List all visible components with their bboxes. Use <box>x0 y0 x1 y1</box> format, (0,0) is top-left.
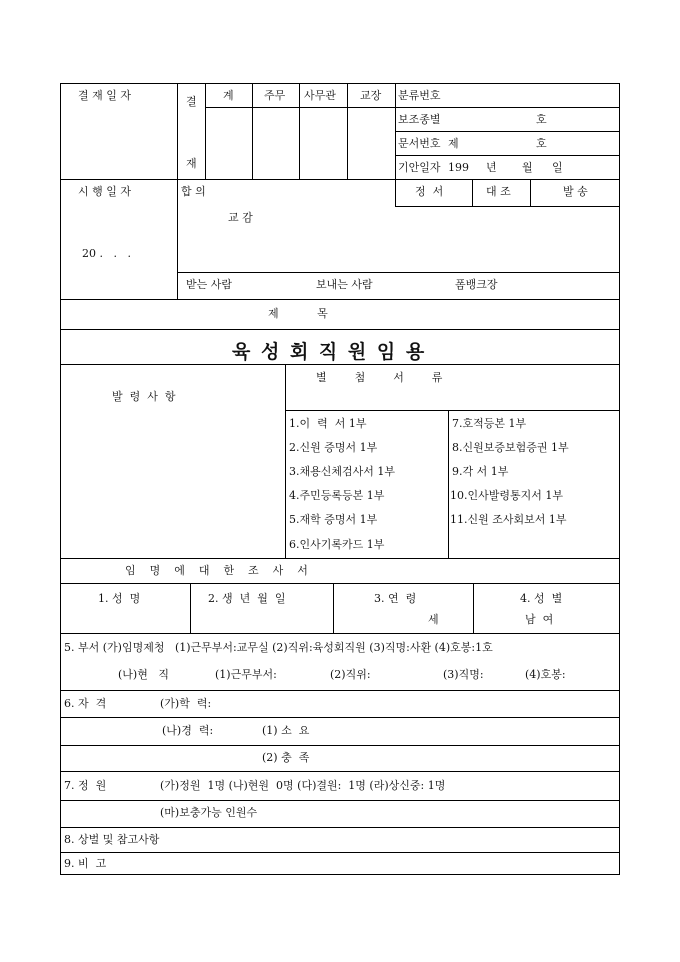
education-label: (가)학 력: <box>160 697 212 710</box>
qualification-label: 6. 자 격 <box>64 697 107 710</box>
collation-label: 대 조 <box>486 185 511 198</box>
signer-gye: 계 <box>223 89 234 102</box>
approval-gyeol-label: 결 <box>186 95 197 108</box>
approval-jae-label: 재 <box>186 157 197 170</box>
attachment-item: 5.재학 증명서 1부 <box>289 513 378 526</box>
signer-jumu: 주무 <box>264 89 286 102</box>
quota-line: (가)정원 1명 (나)현원 0명 (다)결원: 1명 (라)상신중: 1명 <box>160 779 446 792</box>
dept-current-dept: (1)근무부서: <box>215 668 277 681</box>
dept-current-label: (나)현 직 <box>118 668 169 681</box>
dept-current-title: (3)직명: <box>443 668 484 681</box>
subtype-suffix: 호 <box>536 113 547 126</box>
execution-date-label: 시 행 일 자 <box>78 185 131 198</box>
survey-sex-label: 4. 성 별 <box>520 592 563 605</box>
signer-principal: 교장 <box>360 89 382 102</box>
draft-date-year: 199 <box>448 161 469 174</box>
quota-extra: (마)보충가능 인원수 <box>160 806 258 819</box>
attachments-label: 별 첨 서 류 <box>316 371 443 384</box>
career-required: (1) 소 요 <box>262 724 310 737</box>
dispatch-label: 발 송 <box>563 185 588 198</box>
document-number-je: 제 <box>448 137 459 150</box>
dept-current-position: (2)직위: <box>330 668 371 681</box>
vice-principal-label: 교 감 <box>228 211 253 224</box>
career-label: (나)경 력: <box>162 724 214 737</box>
draft-date-il: 일 <box>552 161 563 174</box>
attachment-item: 2.신원 증명서 1부 <box>289 441 378 454</box>
dept-current-grade: (4)호봉: <box>525 668 566 681</box>
draft-date-wol: 월 <box>522 161 533 174</box>
reward-notes-label: 8. 상벌 및 참고사항 <box>64 833 160 846</box>
subject-label: 제 목 <box>268 307 328 320</box>
survey-sex-values: 남 여 <box>525 613 554 626</box>
attachment-item: 11.신원 조사회보서 1부 <box>450 513 567 526</box>
survey-birth-label: 2. 생 년 월 일 <box>208 592 286 605</box>
dept-nomination-line: 5. 부서 (가)임명제청 (1)근무부서:교무실 (2)직위:육성회직원 (3)직명:사환 (4)호봉:1호 <box>64 641 493 654</box>
classification-number-label: 분류번호 <box>398 89 441 102</box>
signer-samugwan: 사무관 <box>304 89 336 102</box>
clean-copy-label: 정 서 <box>415 185 444 198</box>
document-number-suffix: 호 <box>536 137 547 150</box>
draft-date-nyeon: 년 <box>486 161 497 174</box>
order-label: 발 령 사 항 <box>112 390 176 403</box>
attachment-item: 6.인사기록카드 1부 <box>289 538 385 551</box>
draft-date-label: 기안일자 <box>398 161 441 174</box>
survey-age-label: 3. 연 령 <box>374 592 417 605</box>
receiver-label: 받는 사람 <box>186 278 233 291</box>
attachment-item: 3.채용신체검사서 1부 <box>289 465 395 478</box>
attachment-item: 4.주민등록등본 1부 <box>289 489 385 502</box>
quota-label: 7. 정 원 <box>64 779 107 792</box>
attachment-item: 7.호적등본 1부 <box>452 417 527 430</box>
document-number-label: 문서번호 <box>398 137 441 150</box>
attachment-item: 10.인사발령통지서 1부 <box>450 489 563 502</box>
remarks-label: 9. 비 고 <box>64 857 107 870</box>
approval-date-label: 결 재 일 자 <box>78 89 131 102</box>
sender-label: 보내는 사람 <box>316 278 373 291</box>
career-met: (2) 충 족 <box>262 751 310 764</box>
survey-age-unit: 세 <box>428 613 439 626</box>
subtype-label: 보조종별 <box>398 113 441 126</box>
attachment-item: 1.이 력 서 1부 <box>289 417 367 430</box>
survey-title: 임 명 에 대 한 조 사 서 <box>125 564 308 577</box>
attachment-item: 8.신원보증보험증권 1부 <box>452 441 569 454</box>
document-title: 육 성 회 직 원 임 용 <box>232 341 427 363</box>
survey-name-label: 1. 성 명 <box>98 592 141 605</box>
attachment-item: 9.각 서 1부 <box>452 465 509 478</box>
stamp-label: 폼뱅크장 <box>455 278 498 291</box>
execution-date-value: 20 . . . <box>82 247 131 260</box>
consultation-label: 합 의 <box>181 185 206 198</box>
